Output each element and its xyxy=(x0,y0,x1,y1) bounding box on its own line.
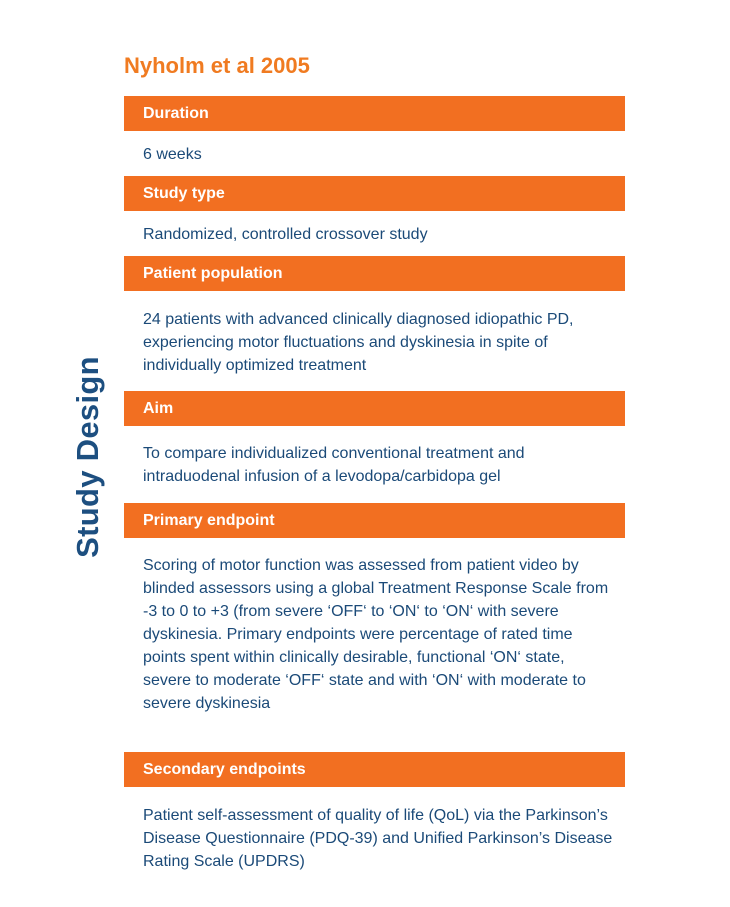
section-header-primary-endpoint: Primary endpoint xyxy=(124,503,625,538)
section-header-aim: Aim xyxy=(124,391,625,426)
section-header-patient-population: Patient population xyxy=(124,256,625,291)
section-header-study-type: Study type xyxy=(124,176,625,211)
section-body-primary-endpoint: Scoring of motor function was assessed from patient video by blinded assessors using a global Treatment Response Scale from -3 to 0 to +3 (from severe ‘OFF‘ to ‘ON‘ to ‘ON‘ with severe dyskinesia. Primary endpoints were percentage of rated time points spent within clinically desirable, functional ‘ON‘ state, severe to moderate ‘OFF‘ state and with ‘ON‘ with moderate to severe dyskinesia xyxy=(143,557,609,712)
section-body-duration: 6 weeks xyxy=(143,146,202,163)
side-title-study-design: Study Design xyxy=(70,356,105,558)
section-body-patient-population: 24 patients with advanced clinically diagnosed idiopathic PD, experiencing motor fluctuations and dyskinesia in spite of individually optimized treatment xyxy=(143,311,574,374)
section-body-study-type: Randomized, controlled crossover study xyxy=(143,226,428,243)
section-header-secondary-endpoints: Secondary endpoints xyxy=(124,752,625,787)
section-header-duration: Duration xyxy=(124,96,625,131)
section-body-aim: To compare individualized conventional treatment and intraduodenal infusion of a levodopa/carbidopa gel xyxy=(143,445,525,485)
study-title: Nyholm et al 2005 xyxy=(124,53,310,78)
section-body-secondary-endpoints: Patient self-assessment of quality of life (QoL) via the Parkinson’s Disease Questionnaire (PDQ-39) and Unified Parkinson’s Disease Rating Scale (UPDRS) xyxy=(143,807,613,870)
